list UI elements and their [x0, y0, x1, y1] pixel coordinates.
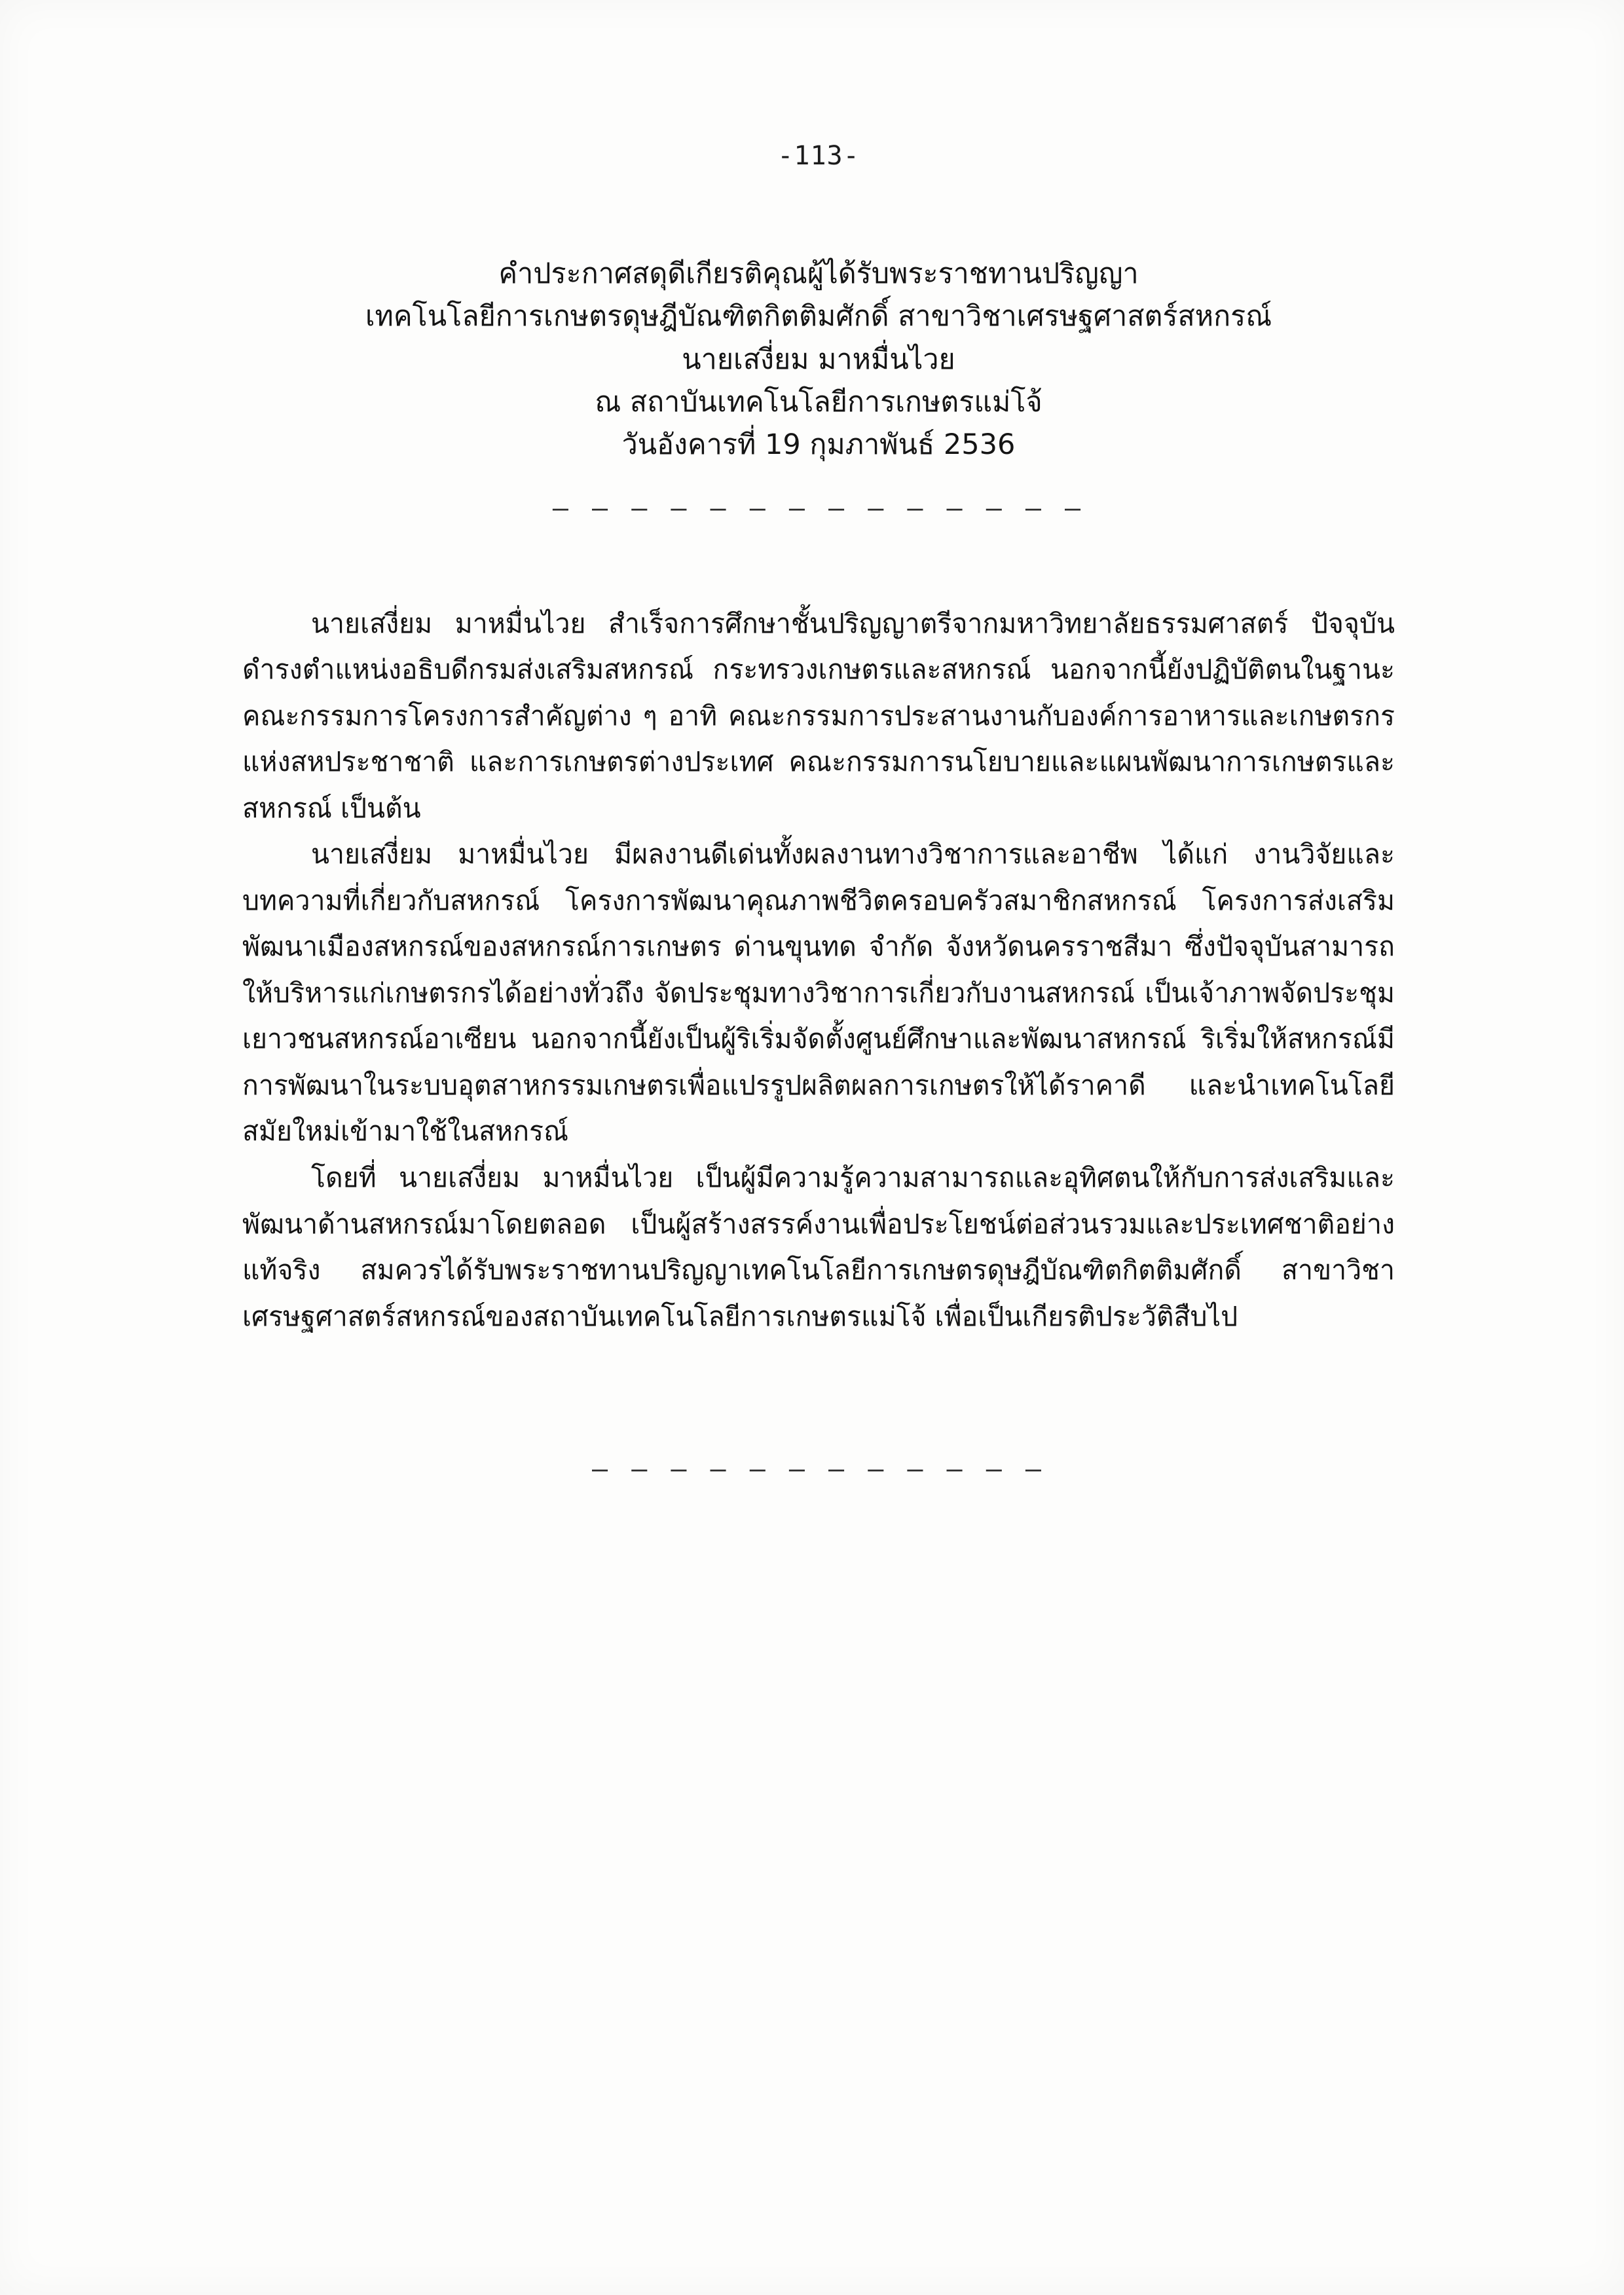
title-line-1: คำประกาศสดุดีเกียรติคุณผู้ได้รับพระราชทานปริญญา: [498, 257, 1139, 290]
paragraph: [242, 1155, 1395, 1339]
title-line-4: ณ สถาบันเทคโนโลยีการเกษตรแม่โจ้: [595, 386, 1043, 419]
title-block: [242, 253, 1395, 467]
page-number: -113-: [777, 141, 860, 171]
divider-bottom: – – – – – – – – – – – –: [592, 1454, 1045, 1485]
paragraph: [242, 831, 1395, 1155]
paragraph-text: โดยที่ นายเสงี่ยม มาหมื่นไวย เป็นผู้มีความรู้ความสามารถและอุทิศตนให้กับการส่งเสริมและพัฒนาด้านสหกรณ์มาโดยตลอด เป็นผู้สร้างสรรค์งานเพื่อประโยชน์ต่อส่วนรวมและประเทศชาติอย่างแท้จริง สมควรได้รับพระราชทานปริญญาเทคโนโลยีการเกษตรดุษฎีบัณฑิตกิตติมศักดิ์ สาขาวิชาเศรษฐศาสตร์สหกรณ์ของสถาบันเทคโนโลยีการเกษตรแม่โจ้ เพื่อเป็นเกียรติประวัติสืบไป: [242, 1161, 1395, 1332]
title-line-2: เทคโนโลยีการเกษตรดุษฎีบัณฑิตกิตติมศักดิ์ สาขาวิชาเศรษฐศาสตร์สหกรณ์: [365, 300, 1272, 333]
page-content: [242, 0, 1395, 1484]
divider-top: – – – – – – – – – – – – – –: [552, 493, 1085, 523]
paragraph: [242, 601, 1395, 832]
paragraph-text: นายเสงี่ยม มาหมื่นไวย สำเร็จการศึกษาชั้นปริญญาตรีจากมหาวิทยาลัยธรรมศาสตร์ ปัจจุบันดำรงตำแหน่งอธิบดีกรมส่งเสริมสหกรณ์ กระทรวงเกษตรและสหกรณ์ นอกจากนี้ยังปฏิบัติตนในฐานะคณะกรรมการโครงการสำคัญต่าง ๆ อาทิ คณะกรรมการประสานงานกับองค์การอาหารและเกษตรกรแห่งสหประชาชาติ และการเกษตรต่างประเทศ คณะกรรมการนโยบายและแผนพัฒนาการเกษตรและสหกรณ์ เป็นต้น: [242, 607, 1395, 824]
body-block: [242, 601, 1395, 1339]
title-line-5: วันอังคารที่ 19 กุมภาพันธ์ 2536: [621, 428, 1016, 462]
title-line-3: นายเสงี่ยม มาหมื่นไวย: [682, 343, 955, 376]
paragraph-text: นายเสงี่ยม มาหมื่นไวย มีผลงานดีเด่นทั้งผลงานทางวิชาการและอาชีพ ได้แก่ งานวิจัยและบทความที่เกี่ยวกับสหกรณ์ โครงการพัฒนาคุณภาพชีวิตครอบครัวสมาชิกสหกรณ์ โครงการส่งเสริมพัฒนาเมืองสหกรณ์ของสหกรณ์การเกษตร ด่านขุนทด จำกัด จังหวัดนครราชสีมา ซึ่งปัจจุบันสามารถให้บริหารแก่เกษตรกรได้อย่างทั่วถึง จัดประชุมทางวิชาการเกี่ยวกับงานสหกรณ์ เป็นเจ้าภาพจัดประชุมเยาวชนสหกรณ์อาเซียน นอกจากนี้ยังเป็นผู้ริเริ่มจัดตั้งศูนย์ศึกษาและพัฒนาสหกรณ์ ริเริ่มให้สหกรณ์มีการพัฒนาในระบบอุตสาหกรรมเกษตรเพื่อแปรรูปผลิตผลการเกษตรให้ได้ราคาดี และนำเทคโนโลยีสมัยใหม่เข้ามาใช้ในสหกรณ์: [242, 838, 1395, 1148]
